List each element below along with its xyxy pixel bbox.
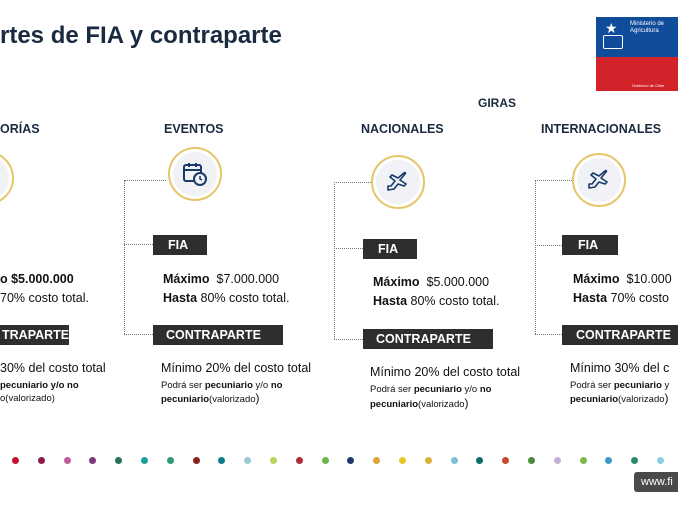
decorative-dot	[193, 457, 200, 464]
decorative-dot	[605, 457, 612, 464]
col3-max: Máximo $10.000	[573, 272, 672, 286]
connector-line	[334, 339, 363, 340]
decorative-dot	[425, 457, 432, 464]
decorative-dot	[89, 457, 96, 464]
decorative-dot	[657, 457, 664, 464]
decorative-dot	[270, 457, 277, 464]
page-title: rtes de FIA y contraparte	[0, 22, 282, 49]
connector-line	[334, 182, 371, 183]
decorative-dot	[12, 457, 19, 464]
decorative-dot	[141, 457, 148, 464]
decorative-dots	[0, 455, 678, 467]
col2-hasta: Hasta 80% costo total.	[373, 294, 500, 308]
connector-line	[124, 244, 153, 245]
category-asesorias: ORÍAS	[0, 122, 40, 136]
col3-note1: Podrá ser pecuniario y	[570, 380, 670, 391]
logo-gobierno: Gobierno de Chile	[632, 83, 665, 88]
col0-min: 30% del costo total	[0, 361, 106, 375]
category-internacionales: INTERNACIONALES	[541, 122, 662, 136]
connector-line	[334, 182, 335, 339]
col1-max: Máximo $7.000.000	[163, 272, 280, 286]
decorative-dot	[64, 457, 71, 464]
decorative-dot	[451, 457, 458, 464]
contraparte-tag: CONTRAPARTE	[153, 325, 283, 345]
col0-note2: o(valorizado)	[0, 393, 55, 404]
decorative-dot	[115, 457, 122, 464]
fia-tag: FIA	[363, 239, 417, 259]
connector-line	[124, 334, 153, 335]
contraparte-tag: CONTRAPARTE	[562, 325, 678, 345]
decorative-dot	[373, 457, 380, 464]
decorative-dot	[580, 457, 587, 464]
decorative-dot	[476, 457, 483, 464]
col2-max: Máximo $5.000.000	[373, 275, 490, 289]
connector-line	[535, 180, 536, 334]
crest-icon	[603, 35, 623, 49]
ministerio-agricultura-logo	[596, 17, 678, 91]
airplane-icon	[371, 155, 425, 209]
col2-note2: pecuniario(valorizado)	[370, 396, 469, 410]
category-nacionales: NACIONALES	[361, 122, 444, 136]
contraparte-tag: TRAPARTE	[0, 325, 69, 345]
connector-line	[124, 180, 125, 334]
col3-note2: pecuniario(valorizado)	[570, 391, 669, 405]
giras-heading: GIRAS	[478, 96, 517, 110]
col0-note1: pecuniario y/o no	[0, 380, 79, 391]
fia-tag: FIA	[153, 235, 207, 255]
decorative-dot	[296, 457, 303, 464]
decorative-dot	[528, 457, 535, 464]
decorative-dot	[244, 457, 251, 464]
decorative-dot	[38, 457, 45, 464]
decorative-dot	[554, 457, 561, 464]
decorative-dot	[347, 457, 354, 464]
star-icon: ★	[605, 20, 618, 36]
col2-note1: Podrá ser pecuniario y/o no	[370, 384, 492, 395]
connector-line	[535, 245, 562, 246]
col1-min: Mínimo 20% del costo total	[161, 361, 312, 375]
category-eventos: EVENTOS	[164, 122, 224, 136]
connector-line	[334, 248, 363, 249]
decorative-dot	[322, 457, 329, 464]
connector-line	[535, 334, 562, 335]
airplane-icon	[572, 153, 626, 207]
decorative-dot	[631, 457, 638, 464]
col1-hasta: Hasta 80% costo total.	[163, 291, 290, 305]
decorative-dot	[502, 457, 509, 464]
website-badge[interactable]: www.fi	[634, 472, 678, 492]
col3-hasta: Hasta 70% costo	[573, 291, 669, 305]
col0-hasta: 70% costo total.	[0, 291, 89, 305]
connector-line	[124, 180, 166, 181]
connector-line	[535, 180, 572, 181]
decorative-dot	[399, 457, 406, 464]
col1-note1: Podrá ser pecuniario y/o no	[161, 380, 283, 391]
logo-text: Ministerio de Agricultura	[630, 21, 665, 34]
fia-tag: FIA	[562, 235, 618, 255]
col0-max: o $5.000.000	[0, 272, 74, 286]
calendar-clock-icon	[168, 147, 222, 201]
decorative-dot	[167, 457, 174, 464]
col1-note2: pecuniario(valorizado)	[161, 391, 260, 405]
decorative-dot	[218, 457, 225, 464]
advisory-icon	[0, 151, 14, 205]
contraparte-tag: CONTRAPARTE	[363, 329, 493, 349]
col2-min: Mínimo 20% del costo total	[370, 365, 521, 379]
col3-min: Mínimo 30% del c	[570, 361, 670, 375]
